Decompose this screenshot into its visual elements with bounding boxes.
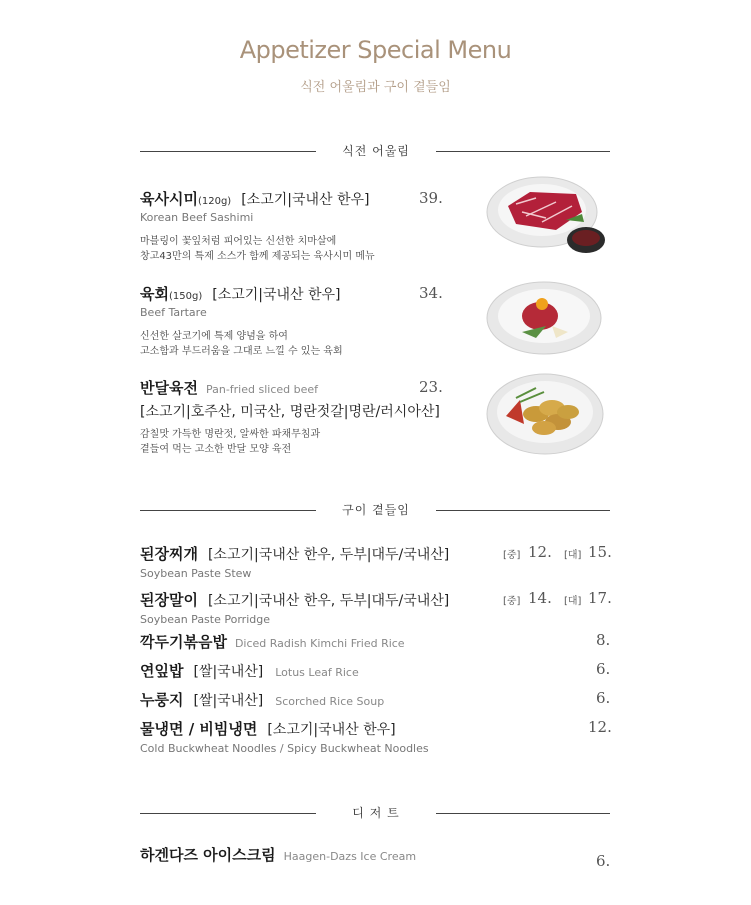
section-header-appetizer [140,141,610,161]
item-description-line: 창고43만의 특제 소스가 함께 제공되는 육사시미 메뉴 [140,251,375,262]
item-origin: [쌀|국내산] [193,693,264,709]
item-english-name: Lotus Leaf Rice [275,666,359,679]
divider-line [436,813,610,814]
item-english-name: Soybean Paste Porridge [140,613,270,626]
item-origin: [소고기|국내산 한우] [241,192,370,208]
item-price: 6. [596,660,611,678]
menu-item-scorched-rice-soup [140,689,384,710]
size-label-large: [대] [564,550,582,561]
item-price: 6. [596,689,611,707]
item-price: 34. [419,284,443,302]
section-label: 식전 어울림 [342,144,410,158]
menu-item-soybean-stew [140,543,449,580]
size-label-medium: [중] [503,550,521,561]
section-label: 구이 곁들임 [342,503,410,517]
item-price: 8. [596,631,611,649]
item-origin: [쌀|국내산] [193,664,264,680]
item-english-name: Haagen-Dazs Ice Cream [283,850,417,863]
item-english-name: Diced Radish Kimchi Fried Rice [234,637,405,650]
page-subtitle: 식전 어울림과 구이 곁들임 [300,80,451,95]
menu-item-ice-cream [140,844,416,865]
item-price: 12. [588,718,612,736]
divider-line [140,151,316,152]
item-origin: [소고기|국내산 한우, 두부|대두/국내산] [207,547,450,563]
menu-item-lotus-leaf-rice [140,660,359,681]
menu-item-soybean-porridge [140,589,449,626]
menu-item-pan-fried-beef [140,377,440,457]
item-description-line: 신선한 살코기에 특제 양념을 하여 [140,331,288,342]
item-description-line: 곁들여 먹는 고소한 반달 모양 육전 [140,444,292,455]
item-price-medium: 12. [528,543,552,561]
item-origin: [소고기|국내산 한우] [212,287,341,303]
pan-fried-beef-photo [486,372,604,456]
item-origin: [소고기|호주산, 미국산, 명란젓갈|명란/러시아산] [140,404,440,420]
item-price-medium: 14. [528,589,552,607]
item-name: 하겐다즈 아이스크림 [140,846,276,864]
item-english-name: Scorched Rice Soup [275,695,385,708]
page-title: Appetizer Special Menu [239,36,512,64]
item-weight: (120g) [197,196,232,207]
divider-line [436,510,610,511]
item-price: 39. [419,189,443,207]
divider-line [140,813,316,814]
item-english-name: Soybean Paste Stew [140,567,252,580]
menu-item-beef-tartare [140,283,343,359]
item-price: 6. [596,852,611,870]
item-english-name: Korean Beef Sashimi [140,211,254,224]
item-description-line: 감칠맛 가득한 명란젓, 알싸한 파채무침과 [140,429,321,440]
section-header-side [140,500,610,520]
item-name: 육사시미 [140,190,198,208]
item-weight: (150g) [168,291,203,302]
item-origin: [소고기|국내산 한우, 두부|대두/국내산] [207,593,450,609]
item-name: 된장말이 [140,591,198,609]
item-price: 23. [419,378,443,396]
item-name: 깍두기볶음밥 [140,633,227,651]
item-price-large: 15. [588,543,612,561]
item-name: 물냉면 / 비빔냉면 [140,720,258,738]
item-description-line: 고소함과 부드러움을 그대로 느낄 수 있는 육회 [140,346,343,357]
item-price-large: 17. [588,589,612,607]
item-name: 된장찌개 [140,545,198,563]
menu-item-buckwheat-noodles [140,718,429,755]
item-english-name: Beef Tartare [140,306,207,319]
item-english-name: Pan-fried sliced beef [205,383,319,396]
item-description-line: 마블링이 꽃잎처럼 피어있는 신선한 치마살에 [140,236,337,247]
size-label-large: [대] [564,596,582,607]
item-name: 누룽지 [140,691,184,709]
item-origin: [소고기|국내산 한우] [267,722,396,738]
menu-item-kimchi-fried-rice [140,631,405,652]
beef-tartare-photo [486,280,602,356]
section-label: 디 저 트 [352,806,400,820]
item-name: 반달육전 [140,379,198,397]
section-header-dessert [140,803,610,823]
item-english-name: Cold Buckwheat Noodles / Spicy Buckwheat Noodles [140,742,429,755]
item-name: 육회 [140,285,169,303]
item-name: 연잎밥 [140,662,184,680]
menu-item-beef-sashimi [140,188,375,264]
beef-sashimi-photo [486,172,608,258]
size-label-medium: [중] [503,596,521,607]
divider-line [140,510,316,511]
divider-line [436,151,610,152]
